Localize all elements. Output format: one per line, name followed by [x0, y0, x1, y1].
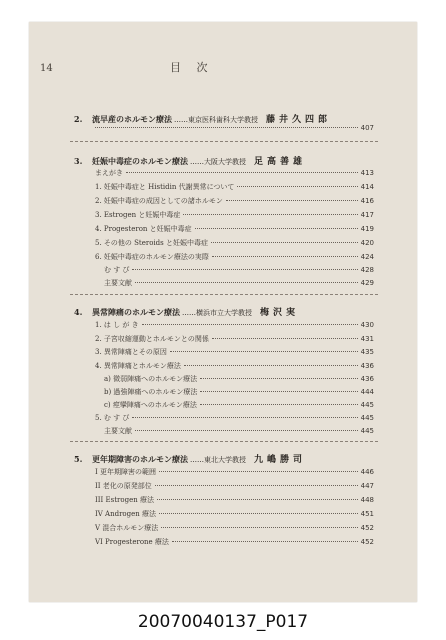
toc-entry — [92, 124, 374, 132]
toc-entry: II 老化の原発部位 447 — [95, 482, 374, 490]
section-title: 更年期障害のホルモン療法 — [92, 454, 188, 464]
section-affiliation: ……東京医科歯科大学教授 — [174, 116, 258, 124]
section-3-heading — [74, 154, 306, 167]
toc-entry: 3. Estrogen と妊娠中毒症 417 — [95, 211, 374, 219]
toc-entry: 5. む す び 445 — [95, 414, 374, 422]
section-title: 異常陣痛のホルモン療法 — [92, 307, 180, 317]
section-author: 九嶋勝司 — [254, 455, 307, 465]
section-divider — [70, 441, 378, 442]
page-number: 14 — [40, 63, 53, 74]
section-affiliation: ……横浜市立大学教授 — [182, 309, 252, 317]
section-number: 5. — [74, 454, 83, 464]
section-number: 4. — [74, 307, 83, 317]
section-title: 流早産のホルモン療法 — [92, 114, 172, 124]
section-number: 2. — [74, 114, 83, 124]
toc-entry: 主要文献 445 — [104, 427, 374, 435]
archive-identifier: 20070040137_P017 — [137, 612, 309, 632]
toc-entry: 3. 異常陣痛とその原因 435 — [95, 348, 374, 356]
toc-entry: 2. 子宮収縮運動とホルモンとの関係 431 — [95, 335, 374, 343]
toc-entry: 1. は し が き 430 — [95, 321, 374, 329]
toc-entry: 主要文献 429 — [104, 279, 374, 287]
toc-entry: 4. 異常陣痛とホルモン療法 436 — [95, 362, 374, 370]
toc-entry: c) 痙攣陣痛へのホルモン療法 445 — [104, 401, 374, 409]
toc-entry: 2. 妊娠中毒症の成因としての諸ホルモン 416 — [95, 197, 374, 205]
section-divider — [70, 141, 378, 142]
section-4-heading — [74, 305, 299, 318]
toc-entry: V 混合ホルモン療法 452 — [95, 524, 374, 532]
toc-entry: III Estrogen 療法 448 — [95, 496, 374, 504]
section-author: 藤井久四郎 — [266, 115, 332, 125]
section-affiliation: ……東北大学教授 — [190, 456, 246, 464]
toc-entry: IV Androgen 療法 451 — [95, 510, 374, 518]
toc-entry: I 更年期障害の範囲 446 — [95, 468, 374, 476]
toc-entry: 1. 妊娠中毒症と Histidin 代謝異常について 414 — [95, 183, 374, 191]
section-title: 妊娠中毒症のホルモン療法 — [92, 156, 188, 166]
toc-entry: a) 微弱陣痛へのホルモン療法 436 — [104, 375, 374, 383]
toc-title: 目 次 — [170, 61, 214, 74]
toc-entry: 6. 妊娠中毒症のホルモン療法の実際 424 — [95, 253, 374, 261]
toc-entry: まえがき 413 — [95, 169, 374, 177]
toc-entry: む す び 428 — [104, 266, 374, 274]
section-affiliation: ……大阪大学教授 — [190, 158, 246, 166]
section-number: 3. — [74, 156, 83, 166]
section-author: 梅沢実 — [260, 308, 300, 318]
toc-entry: VI Progesterone 療法 452 — [95, 538, 374, 546]
section-5-heading — [74, 452, 306, 465]
toc-entry: 4. Progesteron と妊娠中毒症 419 — [95, 225, 374, 233]
section-divider — [70, 294, 378, 295]
toc-entry: 5. その他の Steroids と妊娠中毒症 420 — [95, 239, 374, 247]
toc-page-number: 407 — [360, 124, 374, 132]
section-author: 足高善雄 — [254, 157, 307, 167]
toc-entry: b) 過強陣痛へのホルモン療法 444 — [104, 388, 374, 396]
